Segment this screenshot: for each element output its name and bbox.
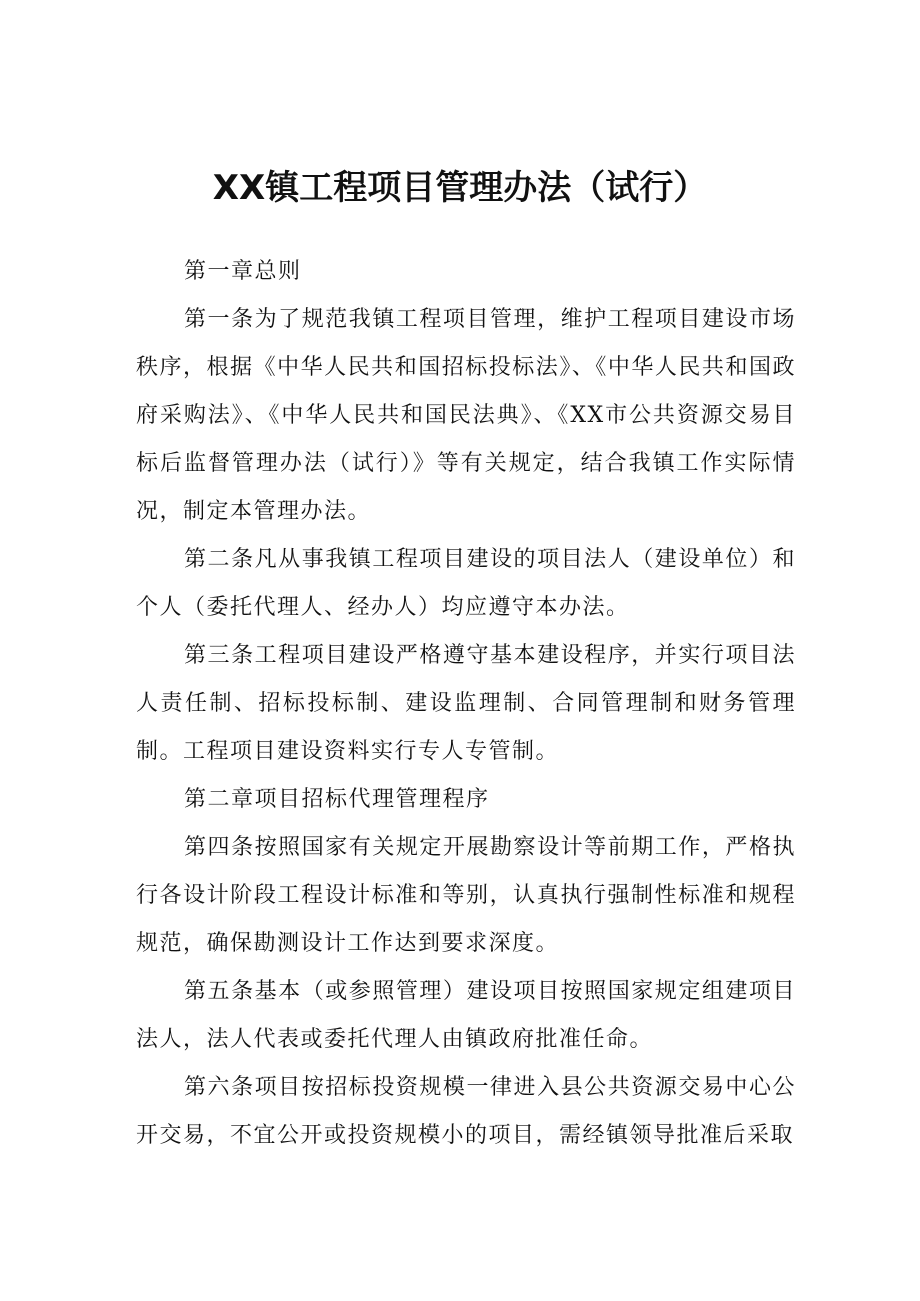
article-paragraph: 第二条凡从事我镇工程项目建设的项目法人（建设单位）和个人（委托代理人、经办人）均应遵守本办法。: [136, 547, 796, 620]
document-title: XX镇工程项目管理办法（试行）: [212, 168, 708, 208]
document-body: [136, 248, 796, 1160]
article-paragraph: 第五条基本（或参照管理）建设项目按照国家规定组建项目法人，法人代表或委托代理人由镇政府批准任命。: [136, 979, 796, 1052]
article-paragraph: 第四条按照国家有关规定开展勘察设计等前期工作，严格执行各设计阶段工程设计标准和等别，认真执行强制性标准和规程规范，确保勘测设计工作达到要求深度。: [136, 835, 796, 956]
article-paragraph: 第一条为了规范我镇工程项目管理，维护工程项目建设市场秩序，根据《中华人民共和国招标投标法》、《中华人民共和国政府采购法》、《中华人民共和国民法典》、《XX市公共资源交易目标后监督管理办法（试行）》等有关规定，结合我镇工作实际情况，制定本管理办法。: [136, 307, 796, 524]
article-paragraph: 第三条工程项目建设严格遵守基本建设程序，并实行项目法人责任制、招标投标制、建设监理制、合同管理制和财务管理制。工程项目建设资料实行专人专管制。: [136, 643, 796, 764]
chapter-heading: 第二章项目招标代理管理程序: [184, 787, 490, 812]
chapter-heading: 第一章总则: [184, 259, 302, 284]
article-paragraph: 第六条项目按招标投资规模一律进入县公共资源交易中心公开交易，不宜公开或投资规模小的项目，需经镇领导批准后采取: [136, 1075, 796, 1148]
